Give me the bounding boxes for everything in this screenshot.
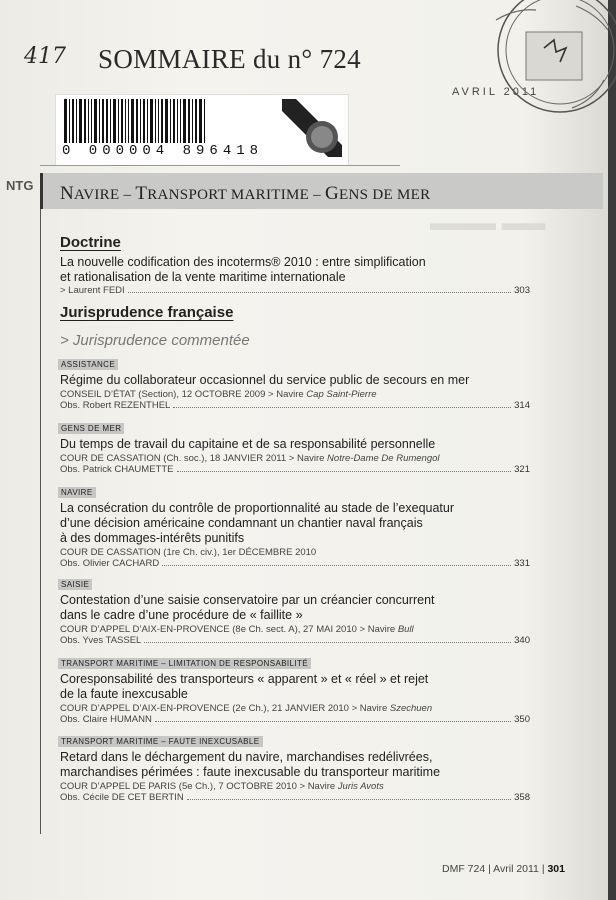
- entry-source: COUR DE CASSATION (1re Ch. civ.), 1er DÉCEMBRE 2010: [60, 547, 317, 558]
- barcode-bar: [147, 99, 148, 143]
- entry-title-line: Régime du collaborateur occasionnel du service public de secours en mer: [60, 373, 470, 387]
- barcode-bar: [188, 99, 190, 143]
- barcode-bar: [128, 99, 129, 143]
- page-number: 303: [514, 285, 530, 296]
- entry-title-line: Du temps de travail du capitaine et de sa responsabilité personnelle: [60, 437, 436, 451]
- barcode-bar: [192, 99, 193, 143]
- entry-title-line: de la faute inexcusable: [60, 687, 188, 701]
- section-label: NTG: [6, 178, 34, 193]
- barcode-bar: [94, 99, 97, 143]
- library-stamp-icon: [476, 0, 616, 130]
- entry-obs-row: Obs. Olivier CACHARD 331: [60, 558, 530, 569]
- barcode-bar: [69, 99, 70, 143]
- entry-source: COUR DE CASSATION (Ch. soc.), 18 JANVIER 2011 > Navire Notre-Dame De Rumengol: [60, 453, 440, 464]
- page-edge-shadow: [608, 0, 616, 900]
- barcode-bar: [72, 99, 74, 143]
- barcode-bar: [84, 99, 86, 143]
- barcode-bar: [195, 99, 197, 143]
- category-tag: GENS DE MER: [58, 423, 124, 434]
- doctrine-heading: Doctrine: [60, 234, 121, 251]
- entry-title-line: Retard dans le déchargement du navire, marchandises redélivrées,: [60, 750, 433, 764]
- barcode-bar: [150, 99, 153, 143]
- barcode: [55, 94, 349, 166]
- entry-obs-row: Obs. Yves TASSEL 340: [60, 635, 530, 646]
- page-number: 358: [514, 792, 530, 803]
- barcode-bar: [165, 99, 168, 143]
- barcode-bar: [79, 99, 82, 143]
- entry-source: COUR D’APPEL DE PARIS (5e Ch.), 7 OCTOBRE 2010 > Navire Juris Avots: [60, 781, 384, 792]
- entry-obs-row: Obs. Cécile DE CET BERTIN 358: [60, 792, 530, 803]
- bleed-through: ▬▬ ▬▬▬: [430, 210, 546, 235]
- barcode-bar: [173, 99, 175, 143]
- category-tag: TRANSPORT MARITIME – LIMITATION DE RESPONSABILITÉ: [58, 658, 311, 669]
- barcode-bar: [64, 99, 67, 143]
- barcode-bar: [102, 99, 104, 143]
- barcode-bar: [106, 99, 108, 143]
- entry-obs-row: Obs. Patrick CHAUMETTE 321: [60, 464, 530, 475]
- category-tag: NAVIRE: [58, 487, 96, 498]
- category-tag: ASSISTANCE: [58, 359, 118, 370]
- jurisprudence-subheading: > Jurisprudence commentée: [60, 332, 250, 349]
- barcode-bar: [204, 99, 205, 143]
- category-tag: TRANSPORT MARITIME – FAUTE INEXCUSABLE: [58, 736, 263, 747]
- page-number: 314: [514, 400, 530, 411]
- toc-entry[interactable]: [60, 501, 530, 569]
- page-footer: DMF 724 | Avril 2011 | 301: [442, 863, 565, 875]
- entry-author-row: > Laurent FEDI 303: [60, 285, 530, 296]
- barcode-bar: [88, 99, 89, 143]
- page-number: 331: [514, 558, 530, 569]
- barcode-bars: [64, 99, 274, 143]
- barcode-bar: [180, 99, 181, 143]
- entry-title-line: Contestation d’une saisie conservatoire par un créancier concurrent: [60, 593, 435, 607]
- barcode-bar: [99, 99, 100, 143]
- barcode-bar: [113, 99, 116, 143]
- barcode-bar: [183, 99, 186, 143]
- entry-title-line: Coresponsabilité des transporteurs « apparent » et « réel » et rejet: [60, 672, 429, 686]
- barcode-bar: [143, 99, 145, 143]
- barcode-bar: [136, 99, 138, 143]
- barcode-bar: [125, 99, 126, 143]
- barcode-bar: [91, 99, 92, 143]
- handwritten-number: 417: [24, 44, 66, 69]
- header-rule: [40, 165, 400, 166]
- toc-entry[interactable]: [60, 437, 530, 475]
- entry-title-line: La nouvelle codification des incoterms® 2010 : entre simplification: [60, 255, 426, 269]
- toc-entry[interactable]: [60, 593, 530, 646]
- barcode-bar: [155, 99, 156, 143]
- page-number: 321: [514, 464, 530, 475]
- page-number: 340: [514, 635, 530, 646]
- barcode-bar: [118, 99, 119, 143]
- barcode-bar: [76, 99, 77, 143]
- barcode-bar: [199, 99, 202, 143]
- toc-entry[interactable]: [60, 750, 530, 803]
- barcode-digits: 0 000004 896418: [62, 143, 264, 159]
- toc-entry-doctrine[interactable]: [60, 255, 530, 296]
- entry-title-line: et rationalisation de la vente maritime internationale: [60, 270, 346, 284]
- entry-title-line: d’une décision américaine condamnant un chantier naval français: [60, 516, 423, 530]
- entry-title-line: dans le cadre d’une procédure de « faillite »: [60, 608, 303, 622]
- toc-entry[interactable]: [60, 672, 530, 725]
- barcode-bar: [131, 99, 134, 143]
- entry-source: CONSEIL D’ÉTAT (Section), 12 OCTOBRE 2009 > Navire Cap Saint-Pierre: [60, 389, 377, 400]
- entry-title-line: à des dommages-intérêts punitifs: [60, 531, 245, 545]
- barcode-bar: [140, 99, 141, 143]
- entry-obs-row: Obs. Claire HUMANN 350: [60, 714, 530, 725]
- library-mark-icon: [282, 99, 342, 157]
- barcode-bar: [110, 99, 111, 143]
- barcode-bar: [158, 99, 159, 143]
- section-title: NAVIRE – TRANSPORT MARITIME – GENS DE MER: [60, 183, 431, 204]
- page-number: 350: [514, 714, 530, 725]
- page-title: SOMMAIRE du n° 724: [98, 44, 361, 74]
- barcode-bar: [177, 99, 178, 143]
- category-tag: SAISIE: [58, 579, 92, 590]
- barcode-bar: [170, 99, 171, 143]
- entry-source: COUR D’APPEL D’AIX-EN-PROVENCE (8e Ch. sect. A), 27 MAI 2010 > Navire Bull: [60, 624, 414, 635]
- toc-entry[interactable]: [60, 373, 530, 411]
- issue-date: AVRIL 2011: [452, 86, 540, 98]
- entry-title-line: marchandises périmées : faute inexcusable du transporteur maritime: [60, 765, 441, 779]
- barcode-bar: [161, 99, 163, 143]
- entry-title-line: La consécration du contrôle de proportionnalité au stade de l’exequatur: [60, 501, 455, 515]
- entry-obs-row: Obs. Robert REZENTHEL 314: [60, 400, 530, 411]
- jurisprudence-heading: Jurisprudence française: [60, 304, 234, 321]
- entry-source: COUR D’APPEL D’AIX-EN-PROVENCE (2e Ch.), 21 JANVIER 2010 > Navire Szechuen: [60, 703, 433, 714]
- margin-rule: [40, 209, 41, 834]
- barcode-bar: [121, 99, 123, 143]
